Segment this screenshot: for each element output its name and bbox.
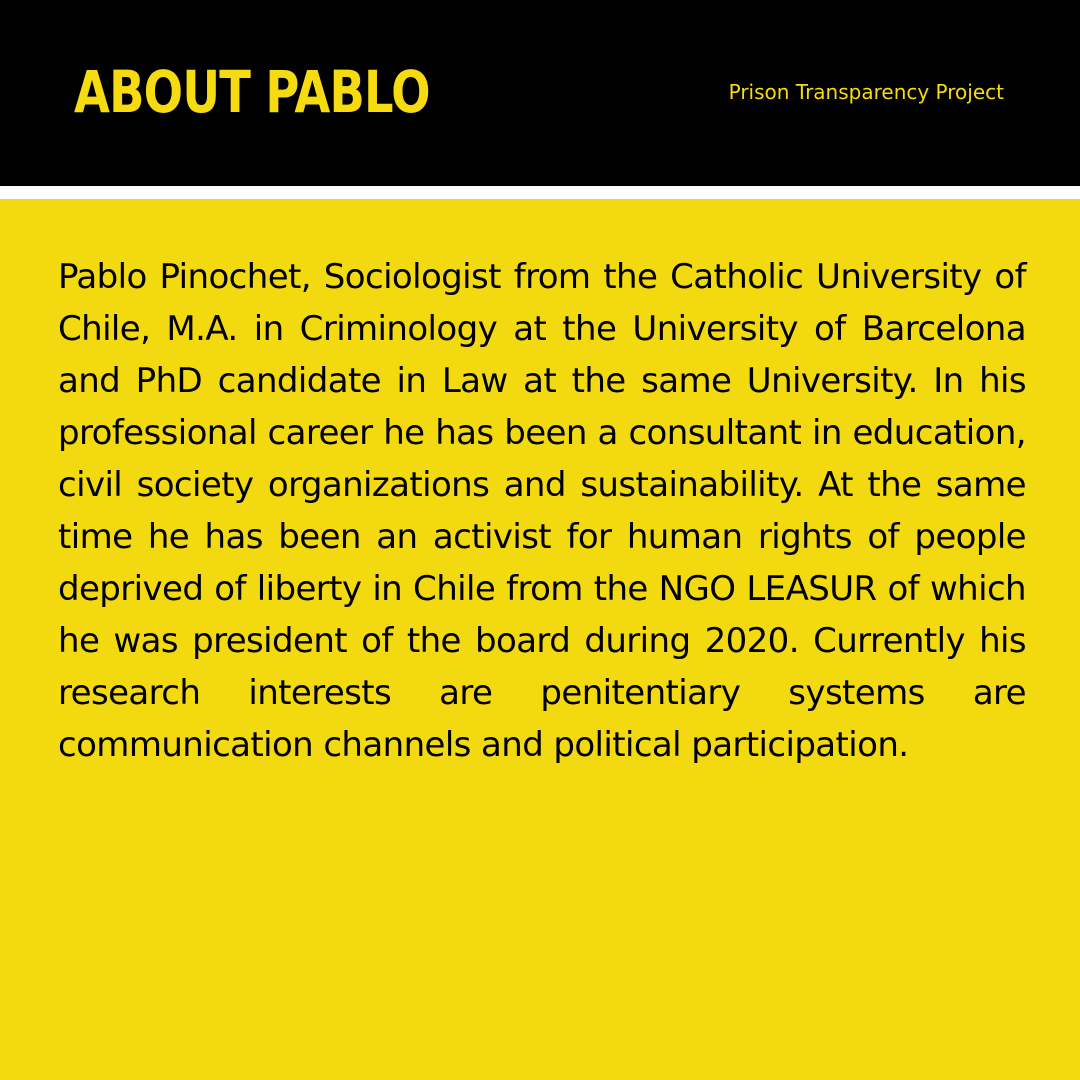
organization-name: Prison Transparency Project [728,80,1004,104]
bio-paragraph: Pablo Pinochet, Sociologist from the Catholic University of Chile, M.A. in Criminology at the University of Barcelona and PhD candidate in Law at the same University. In his professional career he has been a consultant in education, civil society organizations and sustainability. At the same time he has been an activist for human rights of people deprived of liberty in Chile from the NGO LEASUR of which he was president of the board during 2020. Currently his research interests are penitentiary systems are communication channels and political participation. [58,257,1026,765]
content-panel [0,199,1080,1080]
page-title: ABOUT PABLO [74,58,430,126]
divider-band [0,186,1080,199]
header-bar [0,0,1080,186]
